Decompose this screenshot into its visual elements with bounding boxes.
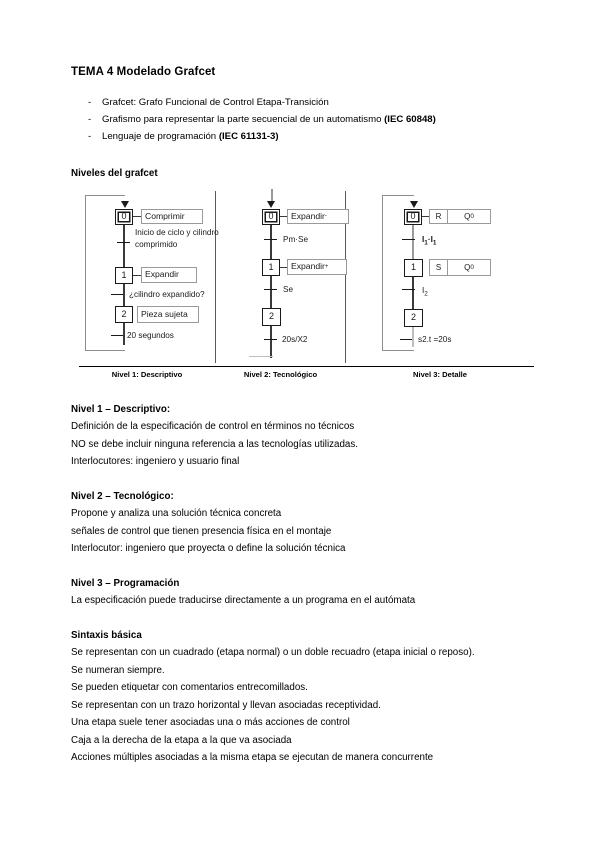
transition-bar	[400, 339, 412, 341]
step-link	[123, 284, 125, 306]
figure-caption: Nivel 2: Tecnológico	[243, 369, 318, 379]
section-line: Se representan con un trazo horizontal y llevan asociadas receptividad.	[71, 699, 381, 711]
step-link	[412, 277, 414, 309]
transition-label: 20s/X2	[282, 334, 308, 344]
spacer	[71, 558, 531, 575]
step-link	[123, 323, 125, 345]
section-nivel-3	[71, 575, 531, 610]
transition-label: ¿cilindro expandido?	[129, 289, 205, 299]
action-operator: S	[430, 260, 448, 275]
grafcet-column-level1	[79, 189, 234, 365]
flow-arrow-icon	[121, 201, 129, 208]
section-line: Definición de la especificación de control en términos no técnicos	[71, 421, 355, 432]
transition-label: $I_1\cdot I_1$	[422, 234, 437, 247]
grafcet-step: 1	[404, 259, 423, 277]
action-operator: R	[430, 210, 448, 223]
grafcet-action: Comprimir	[141, 209, 203, 224]
section-line: Una etapa suele tener asociadas una o más acciones de control	[71, 717, 350, 728]
grafcet-step: 1	[115, 267, 133, 284]
grafcet-step: 1	[262, 259, 280, 276]
intro-bullet-list	[71, 94, 531, 145]
section-line: Se pueden etiquetar con comentarios entrecomillados.	[71, 682, 308, 693]
transition-label: s2.t =20s	[418, 334, 452, 344]
bullet-text: Grafcet: Grafo Funcional de Control Etapa-Transición	[102, 97, 329, 108]
step-action-link	[133, 216, 141, 218]
step-link	[270, 276, 272, 308]
list-item	[71, 111, 531, 128]
section-heading: Nivel 3 – Programación	[71, 577, 180, 589]
transition-bar	[264, 239, 277, 241]
transition-bar	[402, 239, 415, 241]
section-line: Se numeran siempre.	[71, 664, 165, 676]
bullet-dash: -	[88, 131, 92, 142]
section-nivel-2	[71, 488, 531, 558]
section-heading: Nivel 2 – Tecnológico:	[71, 490, 174, 502]
grafcet-action: Expandir	[141, 267, 197, 283]
transition-bar	[264, 289, 277, 291]
spacer	[71, 385, 531, 401]
spacer	[71, 610, 531, 627]
action-text: Expandir	[291, 210, 325, 221]
section-nivel-1	[71, 401, 531, 471]
grafcet-levels-figure	[79, 189, 534, 385]
bullet-text: Lenguaje de programación (IEC 61131-3)	[102, 131, 279, 142]
page-title: TEMA 4 Modelado Grafcet	[71, 66, 216, 78]
action-text: Expandir	[291, 261, 325, 272]
loop-return-bottom	[382, 207, 414, 351]
transition-bar	[117, 242, 130, 244]
figure-caption-rule	[79, 366, 534, 367]
flow-arrow-icon	[267, 201, 275, 208]
grafcet-step: 0	[404, 209, 422, 225]
action-superscript: -	[324, 213, 327, 219]
section-line: La especificación puede traducirse directamente a un programa en el autómata	[71, 595, 416, 606]
transition-label: $I_2$	[422, 285, 428, 298]
grafcet-step: 0	[262, 209, 280, 225]
step-link	[270, 225, 272, 259]
grafcet-step: 2	[404, 309, 423, 327]
section-line: señales de control que tienen presencia física en el montaje	[71, 525, 332, 537]
grafcet-action: Pieza sujeta	[137, 306, 199, 323]
transition-label: Inicio de ciclo y cilindro comprimido	[135, 227, 219, 249]
grafcet-action	[429, 259, 491, 276]
step-link	[270, 326, 272, 358]
action-operand: Q 0	[464, 262, 474, 272]
action-superscript: +	[324, 263, 329, 270]
bullet-dash: -	[88, 97, 92, 108]
step-link	[412, 225, 414, 259]
section-line: Acciones múltiples asociadas a la misma etapa se ejecutan de manera concurrente	[71, 752, 434, 763]
section-heading: Nivel 1 – Descriptivo:	[71, 403, 171, 415]
grafcet-action	[429, 209, 491, 224]
page-content	[71, 66, 531, 767]
figure-heading: Niveles del grafcet	[71, 168, 158, 179]
figure-caption: Nivel 3: Detalle	[412, 369, 468, 379]
grafcet-step: 2	[115, 306, 133, 323]
transition-bar	[402, 289, 415, 291]
transition-bar	[111, 294, 123, 296]
spacer	[71, 471, 531, 488]
transition-label: 20 segundos	[127, 330, 174, 340]
section-sintaxis-basica	[71, 627, 531, 767]
section-line: Propone y analiza una solución técnica concreta	[71, 508, 282, 519]
list-item	[71, 128, 531, 145]
step-link	[412, 327, 414, 347]
step-action-link	[133, 275, 141, 277]
bullet-dash: -	[88, 114, 92, 125]
section-line: NO se debe incluir ninguna referencia a las tecnologías utilizadas.	[71, 438, 358, 450]
transition-bar	[111, 335, 123, 337]
section-line: Se representan con un cuadrado (etapa normal) o un doble recuadro (etapa inicial o reposo).	[71, 647, 475, 658]
figure-caption: Nivel 1: Descriptivo	[111, 369, 183, 379]
flow-arrow-icon	[410, 201, 418, 208]
section-line: Interlocutores: ingeniero y usuario final	[71, 456, 240, 467]
action-operand: Q 0	[464, 211, 474, 221]
section-line: Interlocutor: ingeniero que proyecta o define la solución técnica	[71, 543, 346, 554]
loop-return-bottom	[249, 356, 273, 358]
transition-label: Se	[283, 284, 294, 294]
grafcet-column-level3	[374, 189, 519, 365]
transition-label: Pm·Se	[283, 234, 309, 244]
grafcet-step: 2	[262, 308, 281, 326]
bullet-text: Grafismo para representar la parte secuencial de un automatismo (IEC 60848)	[102, 114, 436, 125]
transition-bar	[264, 339, 277, 341]
section-line: Caja a la derecha de la etapa a la que va asociada	[71, 734, 292, 746]
step-action-link	[422, 216, 429, 218]
step-link	[123, 225, 125, 267]
grafcet-step: 0	[115, 209, 133, 225]
step-action-link	[280, 216, 287, 218]
grafcet-action	[287, 259, 347, 275]
grafcet-action	[287, 209, 349, 224]
list-item	[71, 94, 531, 111]
grafcet-column-level2	[239, 189, 369, 365]
step-action-link	[280, 267, 287, 269]
section-heading: Sintaxis básica	[71, 629, 142, 641]
